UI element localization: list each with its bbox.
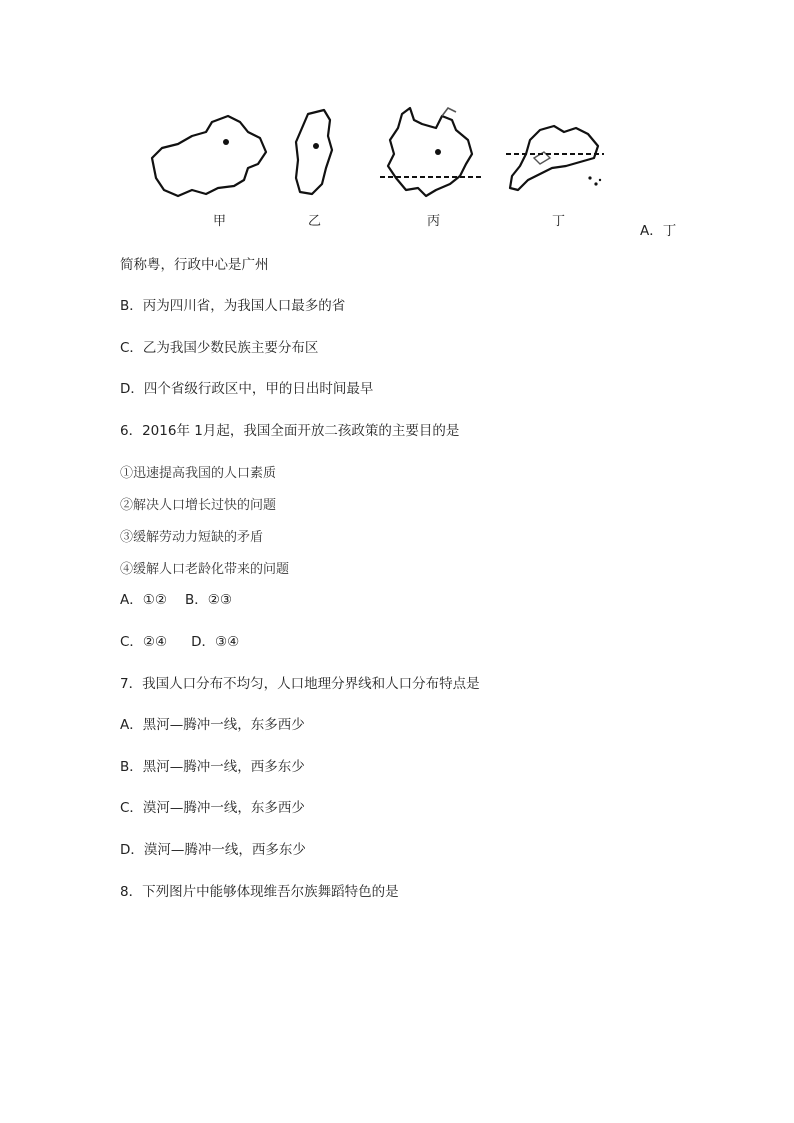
q7-option-d: D．漠河—腾冲一线，西多东少	[120, 842, 306, 858]
q6-item-1: ①迅速提高我国的人口素质	[120, 466, 277, 481]
q6-item-2: ②解决人口增长过快的问题	[120, 498, 277, 513]
q7-stem: 7．我国人口分布不均匀，人口地理分界线和人口分布特点是	[120, 676, 480, 692]
q6-option-d: D．③④	[191, 634, 240, 650]
q8-stem: 8．下列图片中能够体现维吾尔族舞蹈特色的是	[120, 884, 399, 900]
q7-option-c: C．漠河—腾冲一线，东多西少	[120, 800, 305, 816]
q6-stem: 6．2016年 1月起，我国全面开放二孩政策的主要目的是	[120, 423, 460, 439]
q6-option-a: A．①②	[120, 592, 167, 608]
q5-option-b: B．丙为四川省，为我国人口最多的省	[120, 298, 346, 314]
q6-option-c: C．②④	[120, 634, 168, 650]
map-ding	[500, 118, 620, 203]
q5-option-a-tail: 简称粤，行政中心是广州	[120, 257, 269, 273]
map-bing	[380, 104, 485, 204]
q6-item-3: ③缓解劳动力短缺的矛盾	[120, 530, 264, 545]
q7-option-b: B．黑河—腾冲一线，西多东少	[120, 759, 305, 775]
q6-options-row-2	[120, 633, 239, 651]
q6-options-row-1	[120, 591, 232, 609]
map-label-bing: 丙	[427, 214, 441, 229]
q5-option-a-head: A．丁	[640, 223, 677, 239]
q6-option-b: B．②③	[184, 592, 232, 608]
map-yi	[290, 106, 340, 201]
province-map-figure	[140, 100, 620, 230]
q7-option-a: A．黑河—腾冲一线，东多西少	[120, 717, 305, 733]
q6-item-4: ④缓解人口老龄化带来的问题	[120, 562, 290, 577]
map-label-jia: 甲	[213, 214, 227, 229]
map-label-ding: 丁	[552, 214, 566, 229]
map-label-yi: 乙	[308, 214, 322, 229]
q5-option-c: C．乙为我国少数民族主要分布区	[120, 340, 319, 356]
q5-option-d: D．四个省级行政区中，甲的日出时间最早	[120, 381, 374, 397]
map-jia	[148, 108, 273, 203]
